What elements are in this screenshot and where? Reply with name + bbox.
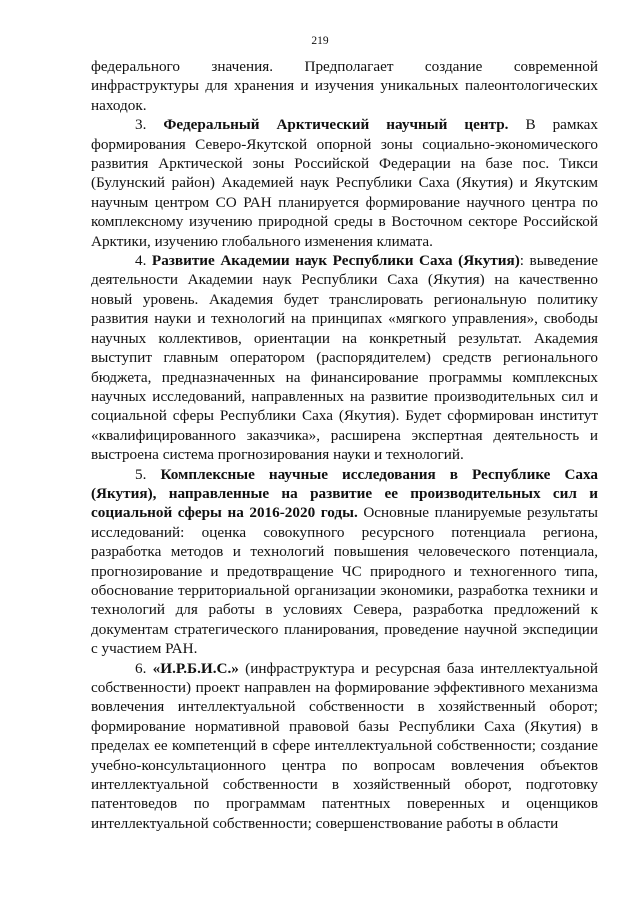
text-run: : выведение деятельности Академии наук Республики Саха (Якутия) на качественно новый уровень. Академия будет транслировать региональную политику развития науки и технологий на принципах «мягкого управления», свободы научных коллективов, ориентации на конкретный результат. Академия выступит главным оператором (распорядителем) средств регионального бюджета, предназначенных на финансирование программы комплексных научных исследований, направленных на развитие производительных сил и социальной сферы Республики Саха (Якутия). Будет сформирован институт «квалифицированного заказчика», расширена экспертная деятельность и выстроена система прогнозирования науки и технологий. <box>91 252 598 464</box>
paragraph <box>91 57 598 115</box>
text-run: 3. <box>135 116 164 134</box>
document-body <box>91 57 598 833</box>
bold-text-run: Федеральный Арктический научный центр. <box>163 116 509 134</box>
bold-text-run: Развитие Академии наук Республики Саха (Якутия) <box>151 252 520 270</box>
text-run: 6. <box>135 659 153 677</box>
text-run: (инфраструктура и ресурсная база интеллектуальной собственности) проект направлен на формирование эффективного механизма вовлечения интеллектуальной собственности в хозяйственный оборот; формирование нормативной правовой базы Республики Саха (Якутия) в пределах ее компетенций в сфере интеллектуальной собственности; создание учебно-консультационного центра по вопросам вовлечения объектов интеллектуальной собственности в хозяйственный оборот, подготовку патентоведов по программам патентных поверенных и оценщиков интеллектуальной собственности; совершенствование работы в области <box>91 659 598 832</box>
text-run: 4. <box>135 252 152 270</box>
page-number: 219 <box>311 35 329 47</box>
paragraph <box>91 465 598 659</box>
paragraph <box>91 251 598 464</box>
text-run: 5. <box>135 465 161 483</box>
text-run: В рамках формирования Северо-Якутской опорной зоны социально-экономического развития Арктической зоны Российской Федерации на базе пос. Тикси (Булунский район) Академией наук Республики Саха (Якутия) и Якутским научным центром СО РАН планируется формирование научного центра по комплексному изучению природной среды в Восточном секторе Российской Арктики, изучению глобального изменения климата. <box>91 116 598 250</box>
text-run: Основные планируемые результаты исследований: оценка совокупного ресурсного потенциала региона, разработка методов и технологий повышения человеческого потенциала, прогнозирование и предотвращение ЧС природного и техногенного типа, обоснование территориальной организации экономики, разработка техники и технологий для работы в условиях Севера, разработка предложений к документам стратегического планирования, проведение научной экспедиции с участием РАН. <box>91 504 599 658</box>
bold-text-run: Комплексные научные исследования в Республике Саха (Якутия), направленные на развитие ее производительных сил и социальной сферы на 2016-2020 годы. <box>91 465 599 522</box>
paragraph <box>91 659 598 834</box>
bold-text-run: «И.Р.Б.И.С.» <box>152 659 239 677</box>
paragraph <box>91 115 598 251</box>
text-run: федерального значения. Предполагает создание современной инфраструктуры для хранения и изучения уникальных палеонтологических находок. <box>91 58 598 114</box>
